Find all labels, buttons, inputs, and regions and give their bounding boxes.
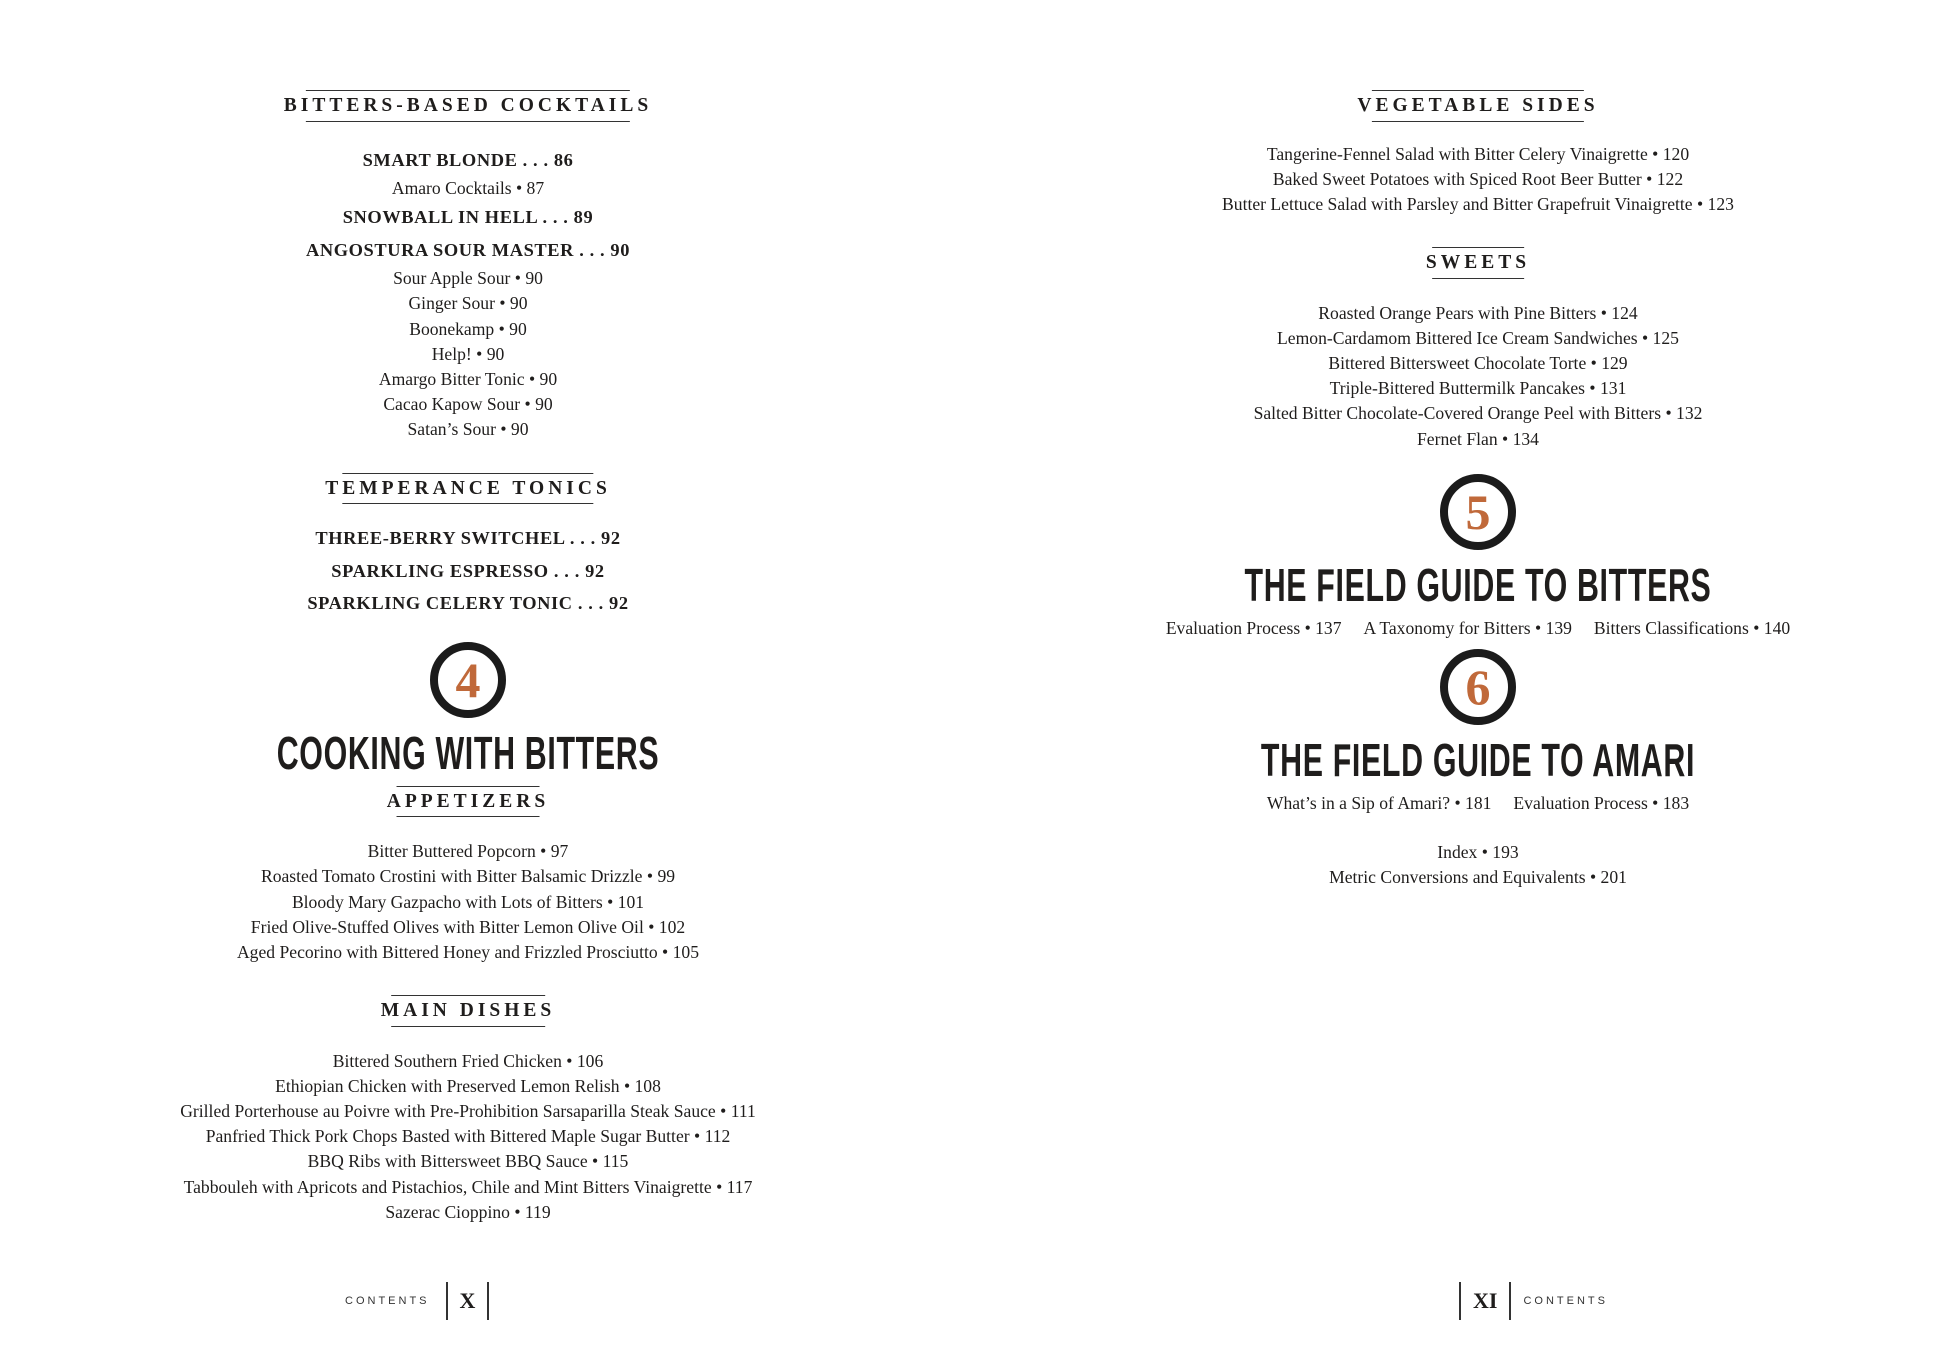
- vegetable-sides-list: [1010, 142, 1946, 218]
- appetizers-list: [0, 839, 938, 965]
- page-number: X: [446, 1282, 490, 1320]
- chapter-6: [1010, 649, 1946, 816]
- toc-entry[interactable]: Bittered Bittersweet Chocolate Torte • 129: [1328, 353, 1628, 374]
- toc-entry[interactable]: Metric Conversions and Equivalents • 201: [1329, 867, 1627, 888]
- toc-entry[interactable]: Ethiopian Chicken with Preserved Lemon Relish • 108: [275, 1075, 661, 1096]
- section-sweets: [1010, 247, 1946, 279]
- toc-entry[interactable]: Aged Pecorino with Bittered Honey and Frizzled Prosciutto • 105: [236, 941, 700, 962]
- footer-label: CONTENTS: [1523, 1295, 1608, 1307]
- section-heading: BITTERS-BASED COCKTAILS: [284, 90, 653, 122]
- toc-entry[interactable]: Fernet Flan • 134: [1417, 428, 1539, 449]
- toc-entry[interactable]: Bitters Classifications • 140: [1593, 617, 1791, 638]
- toc-entry[interactable]: A Taxonomy for Bitters • 139: [1363, 617, 1572, 638]
- toc-entry[interactable]: Panfried Thick Pork Chops Basted with Bittered Maple Sugar Butter • 112: [205, 1126, 731, 1147]
- toc-entry[interactable]: Fried Olive-Stuffed Olives with Bitter Lemon Olive Oil • 102: [250, 916, 686, 937]
- toc-entry[interactable]: THREE-BERRY SWITCHEL . . . 92: [315, 528, 621, 549]
- toc-entry[interactable]: Tabbouleh with Apricots and Pistachios, Chile and Mint Bitters Vinaigrette • 117: [183, 1176, 753, 1197]
- section-appetizers: [0, 786, 938, 818]
- section-main-dishes: [0, 995, 938, 1027]
- section-temperance-tonics: [0, 473, 938, 505]
- toc-entry[interactable]: Amaro Cocktails • 87: [391, 178, 545, 198]
- toc-entry[interactable]: Tangerine-Fennel Salad with Bitter Celery Vinaigrette • 120: [1266, 143, 1690, 164]
- toc-entry[interactable]: Roasted Tomato Crostini with Bitter Balsamic Drizzle • 99: [260, 866, 676, 887]
- toc-entry[interactable]: Amargo Bitter Tonic • 90: [378, 369, 558, 390]
- toc-entry[interactable]: Baked Sweet Potatoes with Spiced Root Beer Butter • 122: [1272, 168, 1684, 189]
- section-bitters-cocktails: [0, 90, 938, 122]
- right-page-footer: [1459, 1282, 1608, 1320]
- section-heading: TEMPERANCE TONICS: [325, 473, 611, 505]
- toc-entry[interactable]: BBQ Ribs with Bittersweet BBQ Sauce • 115: [307, 1151, 629, 1172]
- chapter-4: [0, 642, 938, 778]
- toc-entry[interactable]: Lemon-Cardamom Bittered Ice Cream Sandwiches • 125: [1277, 327, 1679, 348]
- toc-entry[interactable]: Bitter Buttered Popcorn • 97: [367, 841, 569, 862]
- section-heading: VEGETABLE SIDES: [1357, 90, 1598, 122]
- left-page: [0, 0, 940, 1347]
- chapter-title[interactable]: THE FIELD GUIDE TO BITTERS: [1244, 558, 1712, 611]
- chapter-title[interactable]: COOKING WITH BITTERS: [276, 726, 660, 779]
- temperance-tonics-list: [0, 522, 938, 620]
- section-vegetable-sides: [1010, 90, 1946, 122]
- toc-entry[interactable]: SPARKLING CELERY TONIC . . . 92: [307, 593, 629, 614]
- toc-entry[interactable]: Help! • 90: [431, 343, 505, 364]
- toc-entry[interactable]: Index • 193: [1437, 841, 1519, 862]
- right-column: [1010, 86, 1946, 890]
- toc-entry[interactable]: Boonekamp • 90: [409, 318, 527, 339]
- chapter-6-items: [1010, 791, 1946, 816]
- toc-entry[interactable]: Grilled Porterhouse au Poivre with Pre-Prohibition Sarsaparilla Steak Sauce • 111: [180, 1101, 756, 1122]
- section-heading: MAIN DISHES: [381, 995, 556, 1027]
- section-heading: APPETIZERS: [387, 786, 549, 818]
- page-number: XI: [1459, 1282, 1511, 1320]
- chapter-5: [1010, 474, 1946, 641]
- toc-entry[interactable]: Bittered Southern Fried Chicken • 106: [332, 1050, 604, 1071]
- chapter-number-badge: 5: [1440, 474, 1516, 550]
- toc-entry[interactable]: Sour Apple Sour • 90: [393, 268, 543, 289]
- toc-entry[interactable]: SNOWBALL IN HELL . . . 89: [342, 207, 594, 228]
- toc-entry[interactable]: SPARKLING ESPRESSO . . . 92: [331, 560, 605, 581]
- chapter-number-badge: 4: [430, 642, 506, 718]
- toc-entry[interactable]: What’s in a Sip of Amari? • 181: [1266, 792, 1492, 813]
- back-matter-list: [1010, 840, 1946, 890]
- toc-entry[interactable]: Satan’s Sour • 90: [407, 419, 529, 440]
- toc-entry[interactable]: Evaluation Process • 183: [1513, 792, 1690, 813]
- toc-entry[interactable]: Bloody Mary Gazpacho with Lots of Bitters • 101: [291, 891, 645, 912]
- toc-entry[interactable]: Ginger Sour • 90: [408, 293, 528, 314]
- toc-entry[interactable]: SMART BLONDE . . . 86: [362, 149, 574, 170]
- chapter-5-items: [1010, 616, 1946, 641]
- toc-entry[interactable]: ANGOSTURA SOUR MASTER . . . 90: [305, 239, 631, 260]
- sweets-list: [1010, 301, 1946, 452]
- right-page: [1010, 0, 1946, 1347]
- toc-entry[interactable]: Roasted Orange Pears with Pine Bitters • 124: [1318, 302, 1638, 323]
- left-page-footer: [345, 1282, 489, 1320]
- section-heading: SWEETS: [1426, 247, 1530, 279]
- toc-entry[interactable]: Butter Lettuce Salad with Parsley and Bitter Grapefruit Vinaigrette • 123: [1222, 193, 1734, 214]
- toc-entry[interactable]: Salted Bitter Chocolate-Covered Orange Peel with Bitters • 132: [1253, 403, 1703, 424]
- chapter-title[interactable]: THE FIELD GUIDE TO AMARI: [1260, 733, 1696, 786]
- toc-entry[interactable]: Cacao Kapow Sour • 90: [383, 394, 553, 415]
- toc-entry[interactable]: Evaluation Process • 137: [1165, 617, 1342, 638]
- main-dishes-list: [0, 1049, 938, 1225]
- toc-entry[interactable]: Sazerac Cioppino • 119: [385, 1201, 551, 1222]
- chapter-number-badge: 6: [1440, 649, 1516, 725]
- left-column: [0, 86, 938, 1225]
- toc-entry[interactable]: Triple-Bittered Buttermilk Pancakes • 131: [1329, 378, 1627, 399]
- footer-label: CONTENTS: [345, 1295, 430, 1307]
- bitters-cocktails-list: [0, 144, 938, 443]
